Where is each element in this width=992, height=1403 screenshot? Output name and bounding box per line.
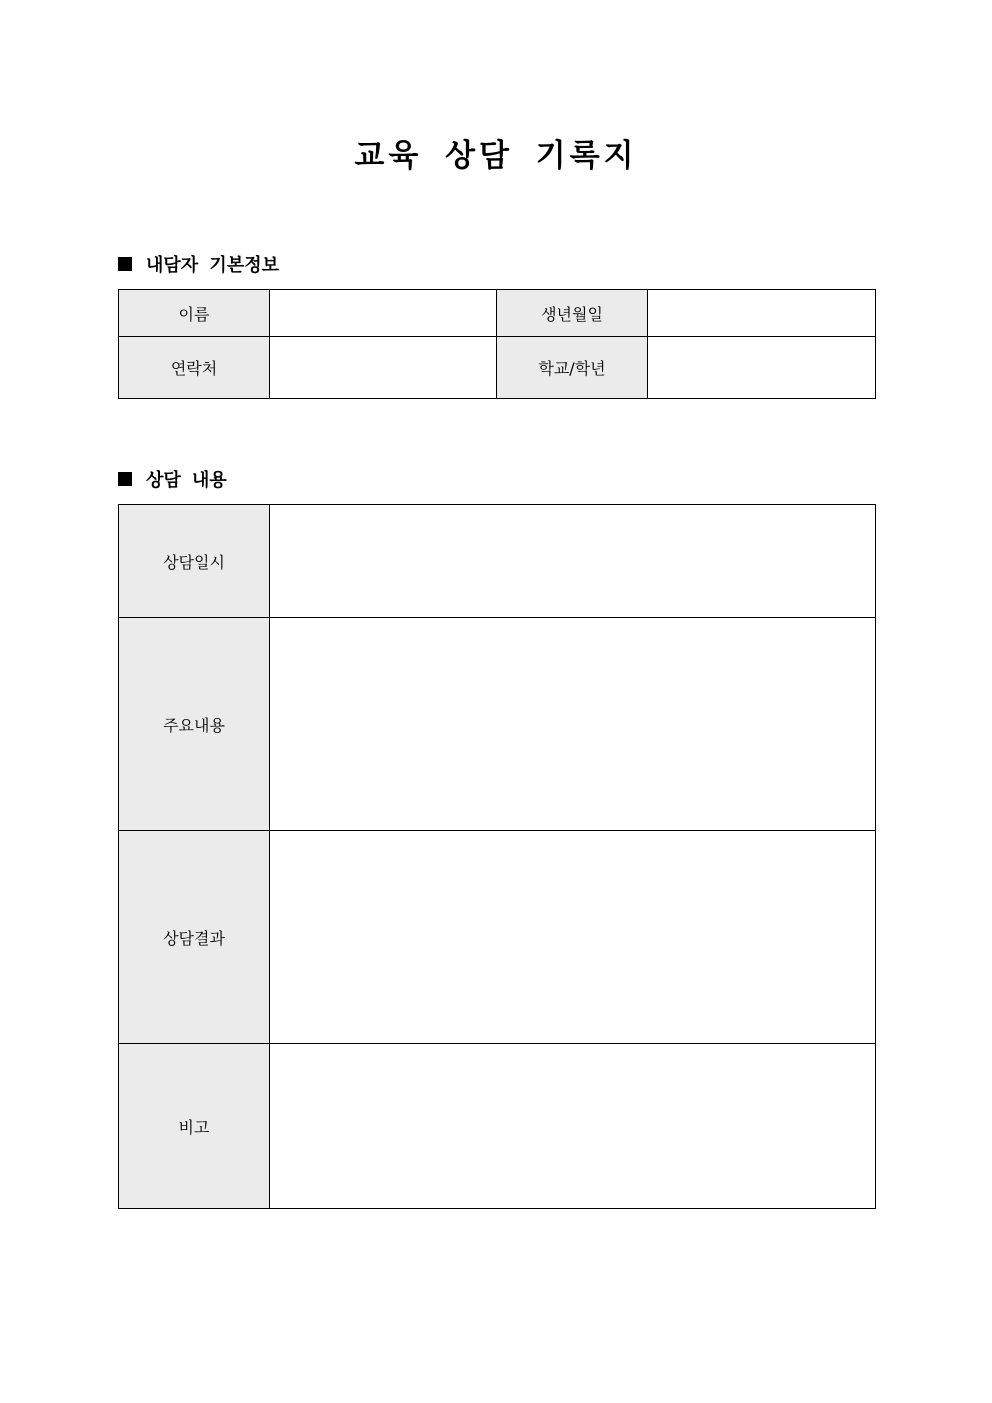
- table-row: [119, 1044, 876, 1209]
- document-title: 교육 상담 기록지: [354, 138, 638, 174]
- birthdate-field[interactable]: [648, 290, 876, 337]
- school-grade-label: 학교/학년: [497, 337, 648, 399]
- session-datetime-label: 상담일시: [119, 505, 270, 618]
- table-row: [119, 505, 876, 618]
- remarks-label: 비고: [119, 1044, 270, 1209]
- black-square-icon: [118, 472, 132, 486]
- basic-info-heading: [118, 251, 279, 277]
- basic-info-table: [118, 289, 876, 399]
- name-label: 이름: [119, 290, 270, 337]
- birthdate-label: 생년월일: [497, 290, 648, 337]
- black-square-icon: [118, 257, 132, 271]
- name-field[interactable]: [270, 290, 497, 337]
- session-datetime-field[interactable]: [270, 505, 876, 618]
- table-row: [119, 337, 876, 399]
- contact-field[interactable]: [270, 337, 497, 399]
- table-row: [119, 831, 876, 1044]
- table-row: [119, 290, 876, 337]
- result-label: 상담결과: [119, 831, 270, 1044]
- school-grade-field[interactable]: [648, 337, 876, 399]
- counseling-heading-label: 상담 내용: [146, 470, 227, 491]
- contact-label: 연락처: [119, 337, 270, 399]
- counseling-heading: [118, 466, 227, 492]
- result-field[interactable]: [270, 831, 876, 1044]
- counseling-table: [118, 504, 876, 1209]
- table-row: [119, 618, 876, 831]
- main-content-field[interactable]: [270, 618, 876, 831]
- basic-info-heading-label: 내담자 기본정보: [146, 255, 279, 276]
- main-content-label: 주요내용: [119, 618, 270, 831]
- remarks-field[interactable]: [270, 1044, 876, 1209]
